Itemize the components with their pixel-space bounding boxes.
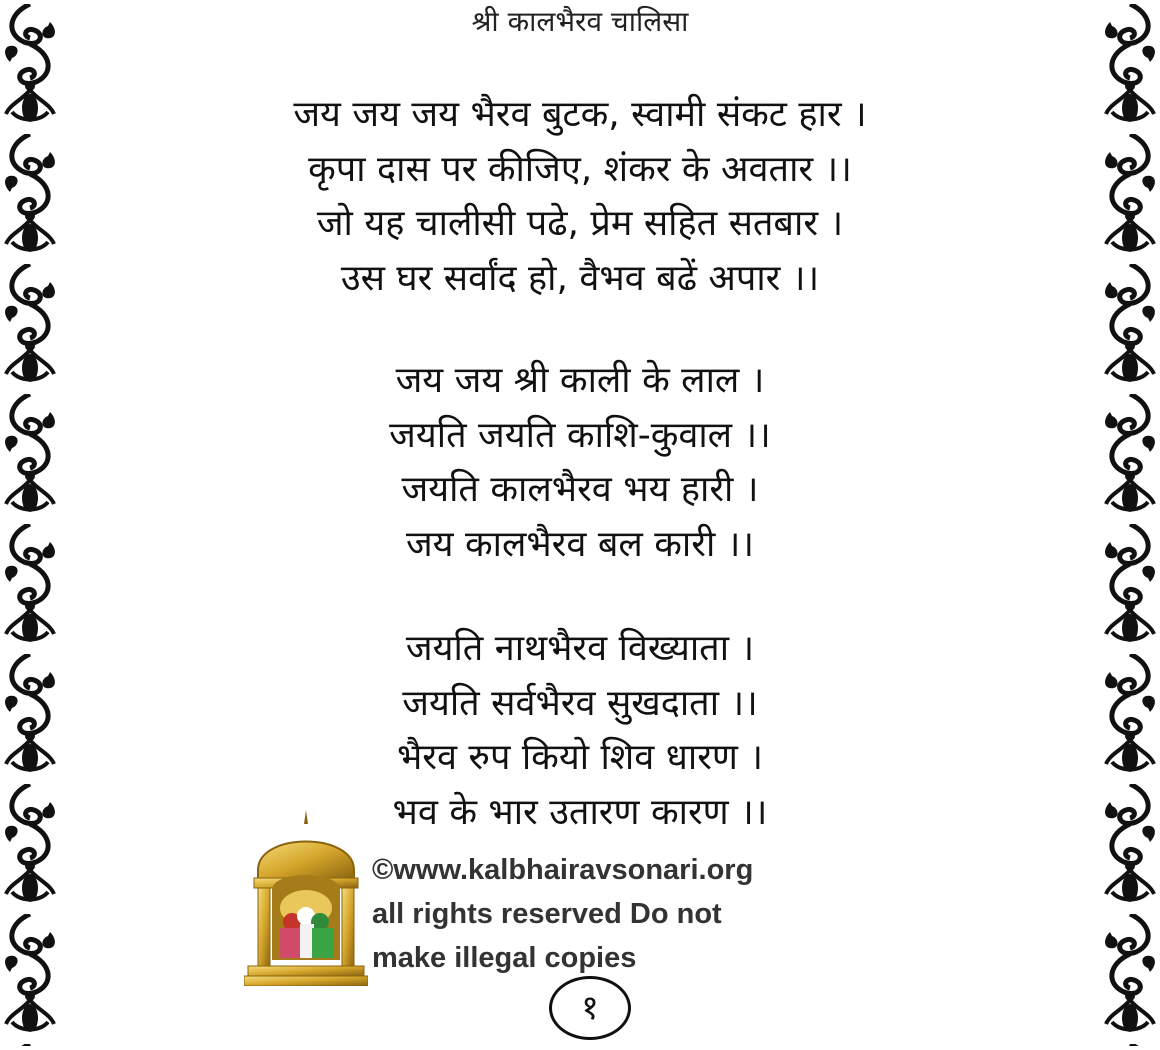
verse-line: उस घर सर्वांद हो, वैभव बढें अपार ।।: [340, 257, 820, 299]
verse-line: कृपा दास पर कीजिए, शंकर के अवतार ।।: [308, 148, 852, 190]
verse-line: जयति नाथभैरव विख्याता ।: [405, 628, 755, 669]
page-number: १: [549, 976, 631, 1040]
copyright-warning: make illegal copies: [372, 942, 637, 974]
stanza-chaupai-1: [80, 354, 1080, 572]
page-title: श्री कालभैरव चालिसा: [471, 5, 689, 38]
shrine-image: [244, 810, 368, 986]
right-floral-border: [1100, 4, 1160, 1046]
stanza-doha: [80, 88, 1080, 306]
verse-line: भैरव रुप कियो शिव धारण ।: [396, 737, 764, 778]
verse-line: जो यह चालीसी पढे, प्रेम सहित सतबार ।: [316, 203, 844, 244]
verse-line: भव के भार उतारण कारण ।।: [392, 791, 768, 833]
verse-line: जयति कालभैरव भय हारी ।: [401, 469, 759, 510]
stanza-chaupai-2: [80, 622, 1080, 840]
copyright-website: ©www.kalbhairavsonari.org: [372, 854, 754, 886]
left-floral-border: [0, 4, 60, 1046]
verse-line: जयति सर्वभैरव सुखदाता ।।: [402, 682, 758, 724]
verse-line: जय जय श्री काली के लाल ।: [395, 360, 765, 401]
verse-line: जयति जयति काशि-कुवाल ।।: [389, 414, 771, 456]
verse-line: जय कालभैरव बल कारी ।।: [405, 523, 755, 565]
copyright-notice: [372, 848, 753, 980]
verse-line: जय जय जय भैरव बुटक, स्वामी संकट हार ।: [293, 94, 867, 135]
copyright-rights: all rights reserved Do not: [372, 898, 722, 930]
